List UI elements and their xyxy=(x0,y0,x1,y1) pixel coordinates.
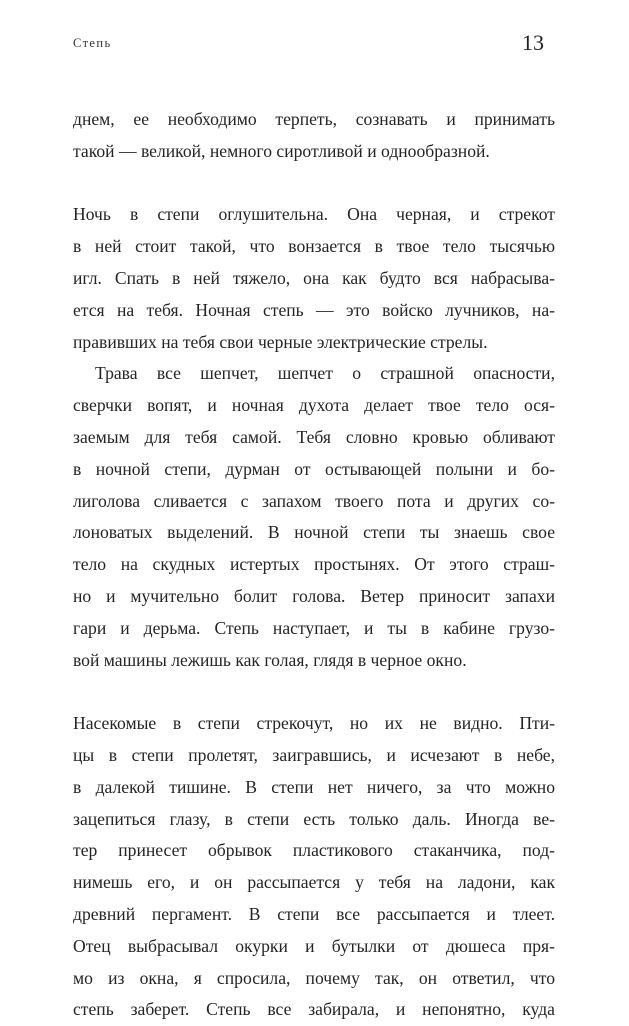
paragraph xyxy=(73,708,555,1026)
text-line: Насекомые в степи стрекочут, но их не видно. Пти- xyxy=(73,713,555,734)
text-line: ется на тебя. Ночная степь — это войско лучников, на- xyxy=(73,299,555,320)
body-text xyxy=(73,104,555,1026)
paragraph xyxy=(73,199,555,358)
text-line: Трава все шепчет, шепчет о страшной опасности, xyxy=(95,363,555,384)
text-line: но и мучительно болит голова. Ветер приносит запахи xyxy=(73,585,555,606)
text-line: в далекой тишине. В степи нет ничего, за что можно xyxy=(73,776,555,797)
text-line: цы в степи пролетят, заигравшись, и исчезают в небе, xyxy=(73,744,555,765)
paragraph xyxy=(73,104,555,168)
paragraph xyxy=(73,358,555,676)
text-line: тело на скудных истертых простынях. От этого страш- xyxy=(73,554,555,575)
text-line: степь заберет. Степь все забирала, и непонятно, куда xyxy=(73,999,555,1020)
text-line: зацепиться глазу, в степи есть только даль. Иногда ве- xyxy=(73,808,555,829)
text-line: Ночь в степи оглушительна. Она черная, и стрекот xyxy=(73,204,555,225)
text-line: в ней стоит такой, что вонзается в твое тело тысячью xyxy=(73,236,555,257)
text-line: гари и дерьма. Степь наступает, и ты в кабине грузо- xyxy=(73,617,555,638)
text-line: Отец выбрасывал окурки и бутылки от дюшеса пря- xyxy=(73,935,555,956)
text-line: лоноватых выделений. В ночной степи ты знаешь свое xyxy=(73,522,555,543)
text-line: игл. Спать в ней тяжело, она как будто вся набрасыва- xyxy=(73,267,555,288)
text-line: правивших на тебя свои черные электрические стрелы. xyxy=(73,331,488,352)
page-number: 13 xyxy=(522,30,544,55)
text-line: тер принесет обрывок пластикового стаканчика, под- xyxy=(73,840,555,861)
text-line: в ночной степи, дурман от остывающей полыни и бо- xyxy=(73,458,555,479)
text-line: лиголова сливается с запахом твоего пота и других со- xyxy=(73,490,555,511)
text-line: вой машины лежишь как голая, глядя в черное окно. xyxy=(73,649,467,670)
text-line: заемым для тебя самой. Тебя словно кровью обливают xyxy=(73,426,555,447)
text-line: древний пергамент. В степи все рассыпается и тлеет. xyxy=(73,903,555,924)
running-title: Степь xyxy=(73,36,112,50)
section-break xyxy=(73,168,555,200)
text-line: сверчки вопят, и ночная духота делает твое тело ося- xyxy=(73,395,555,416)
text-line: такой — великой, немного сиротливой и однообразной. xyxy=(73,140,490,161)
section-break xyxy=(73,676,555,708)
text-line: днем, ее необходимо терпеть, сознавать и принимать xyxy=(73,109,555,129)
text-line: нимешь его, и он рассыпается у тебя на ладони, как xyxy=(73,872,555,893)
text-line: мо из окна, я спросила, почему так, он ответил, что xyxy=(73,967,555,988)
